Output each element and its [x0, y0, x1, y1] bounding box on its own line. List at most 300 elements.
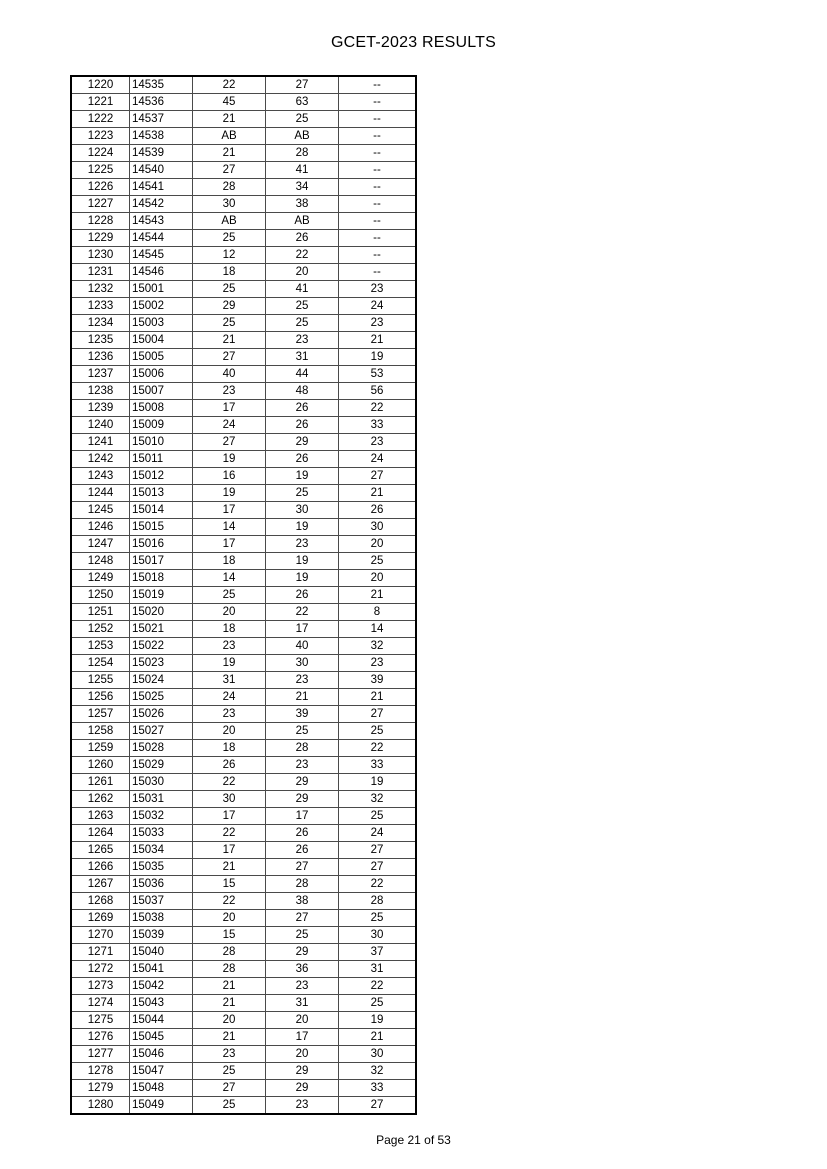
roll-number-cell: 15020 [130, 604, 193, 621]
score-2-cell: 28 [266, 740, 339, 757]
table-row [71, 315, 416, 332]
score-1-cell: 21 [193, 978, 266, 995]
serial-number-cell: 1220 [71, 76, 130, 94]
serial-number-cell: 1238 [71, 383, 130, 400]
score-1-cell: 27 [193, 162, 266, 179]
table-row [71, 213, 416, 230]
roll-number-cell: 15044 [130, 1012, 193, 1029]
score-2-cell: 31 [266, 995, 339, 1012]
score-1-cell: 17 [193, 536, 266, 553]
table-row [71, 689, 416, 706]
score-2-cell: 26 [266, 400, 339, 417]
serial-number-cell: 1231 [71, 264, 130, 281]
score-3-cell: 23 [339, 315, 417, 332]
score-1-cell: 28 [193, 961, 266, 978]
table-row [71, 434, 416, 451]
serial-number-cell: 1268 [71, 893, 130, 910]
score-3-cell: 25 [339, 910, 417, 927]
table-row [71, 145, 416, 162]
table-row [71, 842, 416, 859]
score-3-cell: 20 [339, 570, 417, 587]
score-2-cell: 39 [266, 706, 339, 723]
table-row [71, 893, 416, 910]
table-row [71, 76, 416, 94]
score-2-cell: 26 [266, 417, 339, 434]
roll-number-cell: 15002 [130, 298, 193, 315]
score-3-cell: -- [339, 111, 417, 128]
score-3-cell: 22 [339, 876, 417, 893]
table-row [71, 706, 416, 723]
serial-number-cell: 1254 [71, 655, 130, 672]
score-3-cell: 22 [339, 740, 417, 757]
roll-number-cell: 15048 [130, 1080, 193, 1097]
score-2-cell: 23 [266, 978, 339, 995]
score-2-cell: 30 [266, 655, 339, 672]
table-row [71, 672, 416, 689]
serial-number-cell: 1235 [71, 332, 130, 349]
table-row [71, 502, 416, 519]
serial-number-cell: 1236 [71, 349, 130, 366]
roll-number-cell: 15019 [130, 587, 193, 604]
score-1-cell: 15 [193, 876, 266, 893]
serial-number-cell: 1232 [71, 281, 130, 298]
serial-number-cell: 1226 [71, 179, 130, 196]
table-row [71, 230, 416, 247]
score-3-cell: 30 [339, 927, 417, 944]
score-2-cell: 26 [266, 230, 339, 247]
score-2-cell: 23 [266, 536, 339, 553]
roll-number-cell: 15033 [130, 825, 193, 842]
roll-number-cell: 15037 [130, 893, 193, 910]
roll-number-cell: 14536 [130, 94, 193, 111]
table-row [71, 570, 416, 587]
serial-number-cell: 1245 [71, 502, 130, 519]
table-row [71, 366, 416, 383]
score-3-cell: -- [339, 264, 417, 281]
score-3-cell: 31 [339, 961, 417, 978]
score-3-cell: 22 [339, 400, 417, 417]
table-row [71, 740, 416, 757]
score-3-cell: 25 [339, 723, 417, 740]
score-2-cell: 29 [266, 1080, 339, 1097]
roll-number-cell: 15028 [130, 740, 193, 757]
serial-number-cell: 1234 [71, 315, 130, 332]
table-row [71, 400, 416, 417]
score-2-cell: 28 [266, 145, 339, 162]
roll-number-cell: 14543 [130, 213, 193, 230]
score-2-cell: 29 [266, 1063, 339, 1080]
table-row [71, 332, 416, 349]
table-row [71, 876, 416, 893]
score-1-cell: 18 [193, 621, 266, 638]
roll-number-cell: 15047 [130, 1063, 193, 1080]
score-3-cell: 23 [339, 655, 417, 672]
score-2-cell: 17 [266, 1029, 339, 1046]
score-2-cell: 26 [266, 451, 339, 468]
roll-number-cell: 15004 [130, 332, 193, 349]
score-3-cell: -- [339, 247, 417, 264]
score-2-cell: 30 [266, 502, 339, 519]
table-row [71, 1029, 416, 1046]
table-row [71, 774, 416, 791]
serial-number-cell: 1233 [71, 298, 130, 315]
score-1-cell: 20 [193, 910, 266, 927]
serial-number-cell: 1266 [71, 859, 130, 876]
score-3-cell: -- [339, 179, 417, 196]
serial-number-cell: 1246 [71, 519, 130, 536]
roll-number-cell: 15046 [130, 1046, 193, 1063]
roll-number-cell: 15025 [130, 689, 193, 706]
score-1-cell: 20 [193, 604, 266, 621]
score-2-cell: 25 [266, 298, 339, 315]
score-1-cell: 21 [193, 332, 266, 349]
score-3-cell: -- [339, 76, 417, 94]
roll-number-cell: 15005 [130, 349, 193, 366]
score-1-cell: 23 [193, 706, 266, 723]
score-1-cell: 21 [193, 145, 266, 162]
results-table [70, 75, 417, 1115]
table-row [71, 1012, 416, 1029]
table-row [71, 417, 416, 434]
score-1-cell: 17 [193, 502, 266, 519]
roll-number-cell: 15030 [130, 774, 193, 791]
score-3-cell: 14 [339, 621, 417, 638]
table-row [71, 1063, 416, 1080]
table-row [71, 162, 416, 179]
score-1-cell: 12 [193, 247, 266, 264]
serial-number-cell: 1263 [71, 808, 130, 825]
serial-number-cell: 1243 [71, 468, 130, 485]
page-title: GCET-2023 RESULTS [331, 34, 496, 51]
score-3-cell: 24 [339, 825, 417, 842]
score-1-cell: 30 [193, 791, 266, 808]
score-2-cell: 48 [266, 383, 339, 400]
score-2-cell: 26 [266, 587, 339, 604]
table-row [71, 723, 416, 740]
roll-number-cell: 14535 [130, 76, 193, 94]
score-2-cell: 34 [266, 179, 339, 196]
serial-number-cell: 1273 [71, 978, 130, 995]
score-3-cell: 27 [339, 859, 417, 876]
score-3-cell: 27 [339, 706, 417, 723]
serial-number-cell: 1251 [71, 604, 130, 621]
roll-number-cell: 14538 [130, 128, 193, 145]
roll-number-cell: 15003 [130, 315, 193, 332]
score-1-cell: AB [193, 128, 266, 145]
serial-number-cell: 1225 [71, 162, 130, 179]
serial-number-cell: 1259 [71, 740, 130, 757]
score-1-cell: 25 [193, 1097, 266, 1115]
table-row [71, 179, 416, 196]
score-2-cell: 31 [266, 349, 339, 366]
score-1-cell: 24 [193, 417, 266, 434]
score-3-cell: 21 [339, 1029, 417, 1046]
score-1-cell: 25 [193, 587, 266, 604]
score-2-cell: 27 [266, 910, 339, 927]
score-3-cell: 21 [339, 689, 417, 706]
roll-number-cell: 15034 [130, 842, 193, 859]
score-2-cell: 63 [266, 94, 339, 111]
score-1-cell: 30 [193, 196, 266, 213]
table-row [71, 349, 416, 366]
score-2-cell: 29 [266, 944, 339, 961]
score-1-cell: 14 [193, 570, 266, 587]
table-row [71, 825, 416, 842]
serial-number-cell: 1278 [71, 1063, 130, 1080]
serial-number-cell: 1252 [71, 621, 130, 638]
score-3-cell: 30 [339, 1046, 417, 1063]
table-row [71, 1097, 416, 1115]
score-2-cell: 40 [266, 638, 339, 655]
results-table-body [71, 76, 416, 1114]
score-3-cell: 19 [339, 1012, 417, 1029]
table-row [71, 128, 416, 145]
serial-number-cell: 1247 [71, 536, 130, 553]
roll-number-cell: 15023 [130, 655, 193, 672]
table-row [71, 944, 416, 961]
score-1-cell: 26 [193, 757, 266, 774]
score-1-cell: 22 [193, 76, 266, 94]
serial-number-cell: 1271 [71, 944, 130, 961]
roll-number-cell: 15038 [130, 910, 193, 927]
score-1-cell: 21 [193, 995, 266, 1012]
score-1-cell: 25 [193, 230, 266, 247]
score-3-cell: 25 [339, 995, 417, 1012]
serial-number-cell: 1237 [71, 366, 130, 383]
roll-number-cell: 15040 [130, 944, 193, 961]
score-3-cell: 21 [339, 332, 417, 349]
table-row [71, 281, 416, 298]
score-2-cell: 25 [266, 315, 339, 332]
table-row [71, 196, 416, 213]
score-1-cell: 31 [193, 672, 266, 689]
score-2-cell: 23 [266, 672, 339, 689]
score-2-cell: 20 [266, 1012, 339, 1029]
score-3-cell: -- [339, 213, 417, 230]
score-3-cell: 39 [339, 672, 417, 689]
score-2-cell: 25 [266, 485, 339, 502]
score-3-cell: -- [339, 94, 417, 111]
score-2-cell: 38 [266, 893, 339, 910]
score-1-cell: 28 [193, 944, 266, 961]
table-row [71, 264, 416, 281]
score-1-cell: 22 [193, 774, 266, 791]
table-row [71, 468, 416, 485]
score-3-cell: 19 [339, 774, 417, 791]
roll-number-cell: 15007 [130, 383, 193, 400]
roll-number-cell: 15024 [130, 672, 193, 689]
score-1-cell: 18 [193, 740, 266, 757]
table-row [71, 655, 416, 672]
roll-number-cell: 15015 [130, 519, 193, 536]
score-1-cell: AB [193, 213, 266, 230]
roll-number-cell: 15014 [130, 502, 193, 519]
table-row [71, 553, 416, 570]
serial-number-cell: 1227 [71, 196, 130, 213]
serial-number-cell: 1257 [71, 706, 130, 723]
score-1-cell: 20 [193, 723, 266, 740]
score-1-cell: 19 [193, 485, 266, 502]
score-3-cell: 27 [339, 842, 417, 859]
roll-number-cell: 15021 [130, 621, 193, 638]
score-1-cell: 14 [193, 519, 266, 536]
score-3-cell: 32 [339, 638, 417, 655]
score-3-cell: 33 [339, 417, 417, 434]
table-row [71, 536, 416, 553]
serial-number-cell: 1253 [71, 638, 130, 655]
serial-number-cell: 1261 [71, 774, 130, 791]
table-row [71, 961, 416, 978]
serial-number-cell: 1228 [71, 213, 130, 230]
score-1-cell: 22 [193, 825, 266, 842]
table-row [71, 927, 416, 944]
table-row [71, 1046, 416, 1063]
score-2-cell: 23 [266, 757, 339, 774]
score-1-cell: 27 [193, 1080, 266, 1097]
score-3-cell: -- [339, 145, 417, 162]
roll-number-cell: 15013 [130, 485, 193, 502]
score-2-cell: 25 [266, 927, 339, 944]
table-row [71, 638, 416, 655]
roll-number-cell: 15041 [130, 961, 193, 978]
score-1-cell: 23 [193, 1046, 266, 1063]
serial-number-cell: 1249 [71, 570, 130, 587]
score-2-cell: 22 [266, 604, 339, 621]
roll-number-cell: 14540 [130, 162, 193, 179]
score-2-cell: 23 [266, 332, 339, 349]
roll-number-cell: 15036 [130, 876, 193, 893]
roll-number-cell: 14546 [130, 264, 193, 281]
score-2-cell: 44 [266, 366, 339, 383]
table-row [71, 485, 416, 502]
serial-number-cell: 1275 [71, 1012, 130, 1029]
roll-number-cell: 15009 [130, 417, 193, 434]
score-2-cell: 27 [266, 76, 339, 94]
score-1-cell: 19 [193, 451, 266, 468]
score-1-cell: 17 [193, 400, 266, 417]
roll-number-cell: 15006 [130, 366, 193, 383]
roll-number-cell: 14541 [130, 179, 193, 196]
serial-number-cell: 1265 [71, 842, 130, 859]
score-2-cell: 41 [266, 281, 339, 298]
serial-number-cell: 1250 [71, 587, 130, 604]
roll-number-cell: 15010 [130, 434, 193, 451]
score-3-cell: 53 [339, 366, 417, 383]
serial-number-cell: 1239 [71, 400, 130, 417]
serial-number-cell: 1274 [71, 995, 130, 1012]
score-2-cell: 22 [266, 247, 339, 264]
score-3-cell: 27 [339, 468, 417, 485]
serial-number-cell: 1258 [71, 723, 130, 740]
score-3-cell: -- [339, 162, 417, 179]
serial-number-cell: 1241 [71, 434, 130, 451]
score-1-cell: 23 [193, 638, 266, 655]
score-2-cell: 19 [266, 519, 339, 536]
serial-number-cell: 1223 [71, 128, 130, 145]
score-2-cell: 17 [266, 808, 339, 825]
serial-number-cell: 1255 [71, 672, 130, 689]
roll-number-cell: 15011 [130, 451, 193, 468]
serial-number-cell: 1244 [71, 485, 130, 502]
serial-number-cell: 1277 [71, 1046, 130, 1063]
score-3-cell: -- [339, 230, 417, 247]
score-1-cell: 23 [193, 383, 266, 400]
score-3-cell: 37 [339, 944, 417, 961]
table-row [71, 791, 416, 808]
score-3-cell: -- [339, 128, 417, 145]
roll-number-cell: 15042 [130, 978, 193, 995]
score-3-cell: 19 [339, 349, 417, 366]
table-row [71, 808, 416, 825]
score-3-cell: 33 [339, 757, 417, 774]
roll-number-cell: 15001 [130, 281, 193, 298]
score-1-cell: 21 [193, 1029, 266, 1046]
roll-number-cell: 14537 [130, 111, 193, 128]
score-3-cell: 20 [339, 536, 417, 553]
table-row [71, 94, 416, 111]
roll-number-cell: 15032 [130, 808, 193, 825]
score-3-cell: 30 [339, 519, 417, 536]
score-1-cell: 19 [193, 655, 266, 672]
roll-number-cell: 15017 [130, 553, 193, 570]
serial-number-cell: 1221 [71, 94, 130, 111]
roll-number-cell: 15039 [130, 927, 193, 944]
score-3-cell: 33 [339, 1080, 417, 1097]
page-number: Page 21 of 53 [376, 1133, 451, 1147]
roll-number-cell: 15049 [130, 1097, 193, 1115]
serial-number-cell: 1230 [71, 247, 130, 264]
score-3-cell: 25 [339, 808, 417, 825]
serial-number-cell: 1229 [71, 230, 130, 247]
score-2-cell: 28 [266, 876, 339, 893]
roll-number-cell: 15031 [130, 791, 193, 808]
table-row [71, 519, 416, 536]
score-1-cell: 16 [193, 468, 266, 485]
score-1-cell: 15 [193, 927, 266, 944]
score-3-cell: 27 [339, 1097, 417, 1115]
serial-number-cell: 1222 [71, 111, 130, 128]
score-1-cell: 25 [193, 315, 266, 332]
roll-number-cell: 15043 [130, 995, 193, 1012]
roll-number-cell: 15016 [130, 536, 193, 553]
score-1-cell: 21 [193, 111, 266, 128]
serial-number-cell: 1279 [71, 1080, 130, 1097]
score-1-cell: 27 [193, 349, 266, 366]
serial-number-cell: 1267 [71, 876, 130, 893]
serial-number-cell: 1260 [71, 757, 130, 774]
score-1-cell: 22 [193, 893, 266, 910]
table-row [71, 298, 416, 315]
serial-number-cell: 1276 [71, 1029, 130, 1046]
score-3-cell: 22 [339, 978, 417, 995]
score-2-cell: AB [266, 128, 339, 145]
table-row [71, 451, 416, 468]
score-1-cell: 17 [193, 842, 266, 859]
score-2-cell: 29 [266, 791, 339, 808]
score-2-cell: 25 [266, 111, 339, 128]
roll-number-cell: 15018 [130, 570, 193, 587]
table-row [71, 604, 416, 621]
roll-number-cell: 15026 [130, 706, 193, 723]
roll-number-cell: 14542 [130, 196, 193, 213]
score-3-cell: 8 [339, 604, 417, 621]
score-2-cell: 19 [266, 553, 339, 570]
serial-number-cell: 1270 [71, 927, 130, 944]
score-2-cell: 26 [266, 825, 339, 842]
score-2-cell: 21 [266, 689, 339, 706]
serial-number-cell: 1272 [71, 961, 130, 978]
roll-number-cell: 15008 [130, 400, 193, 417]
